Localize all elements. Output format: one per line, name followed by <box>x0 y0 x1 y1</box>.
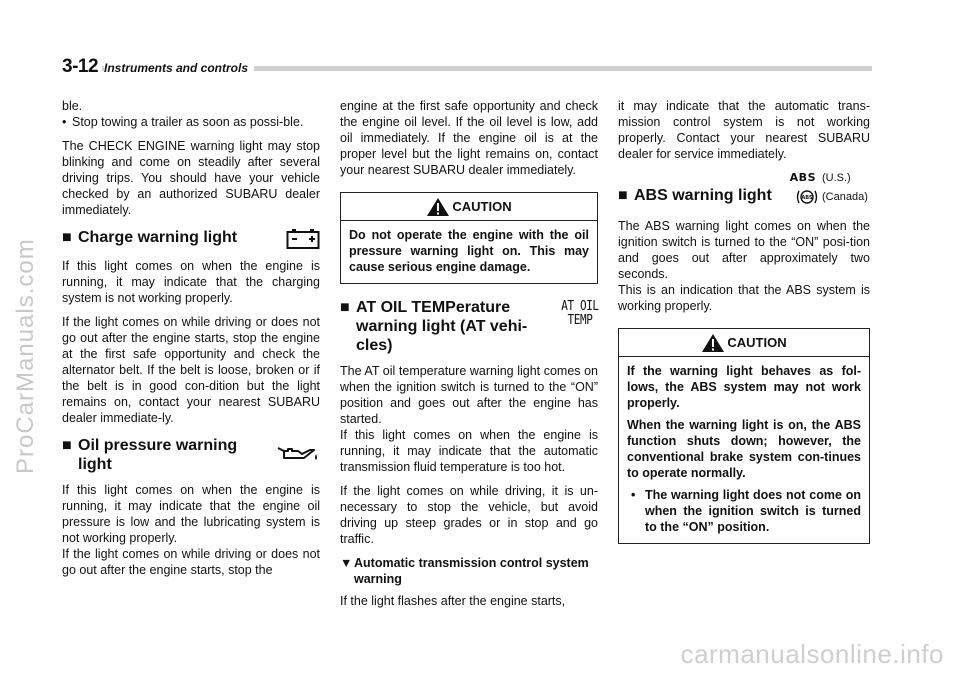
abs-paragraph-1: The ABS warning light comes on when the ignition switch is turned to the “ON” posi-tion and goes out after approximately two seconds. <box>618 219 870 281</box>
at-oil-title: AT OIL TEMPerature warning light (AT vehi-cles) <box>356 299 528 354</box>
at-oil-temp-icon <box>561 300 598 328</box>
continued-text: engine at the first safe opportunity and check the engine oil level. If the oil level is low, add oil immediately. If the engine oil is at the proper level but the light remains on, contact your nearest SUBARU dealer immediately. <box>340 99 598 177</box>
caution-text: Do not operate the engine with the oil pressure warning light on. This may cause serious engine damage. <box>349 228 589 274</box>
check-engine-paragraph: The CHECK ENGINE warning light may stop blinking and come on steadily after several driving trips. You should have your vehicle checked by an authorized SUBARU dealer immediately. <box>62 139 320 217</box>
column-2 <box>340 98 598 617</box>
side-watermark: ProCarManuals.com <box>12 238 39 474</box>
column-1 <box>62 98 320 586</box>
charge-title: Charge warning light <box>78 229 238 246</box>
caution-box <box>340 192 598 284</box>
oil-heading <box>62 436 320 474</box>
bottom-watermark: carmanualsonline.info <box>680 639 944 669</box>
at-paragraph-3: If the light comes on while driving, it is un-necessary to stop the vehicle, but avoid driving up steep grades or in stop and go traffic. <box>340 484 598 546</box>
page-header <box>62 56 872 76</box>
warning-triangle-icon <box>426 197 450 217</box>
charge-paragraph-1: If this light comes on when the engine is running, it may indicate that the charging system is not working properly. <box>62 259 320 305</box>
bullet-dot: • <box>631 488 636 502</box>
oil-can-icon <box>274 442 320 466</box>
abs-circle-icon <box>796 188 818 206</box>
oil-paragraph-2: If the light comes on while driving or does not go out after the engine starts, stop the <box>62 547 320 577</box>
section-title: Instruments and controls <box>104 61 254 75</box>
charge-heading <box>62 228 320 250</box>
caution-label: CAUTION <box>452 198 512 214</box>
subheading <box>340 555 598 587</box>
warning-triangle-icon <box>701 333 725 353</box>
caution-paragraph-2: When the warning light is on, the ABS function shuts down; however, the conventional brake system con-tinues to operate normally. <box>627 418 861 480</box>
at-paragraph-1: The AT oil temperature warning light comes on when the ignition switch is turned to the “ON” position and goes out after the engine has started. <box>340 364 598 426</box>
square-bullet-icon: ■ <box>62 229 72 246</box>
continued-text: it may indicate that the automatic trans-mission control system is not working properly. Contact your nearest SUBARU dealer for service immediately. <box>618 99 870 161</box>
abs-paragraph-2: This is an indication that the ABS system is working properly. <box>618 283 870 313</box>
abs-us-legend <box>790 170 870 186</box>
square-bullet-icon: ■ <box>618 187 628 204</box>
caution-bullet-text: The warning light does not come on when the ignition switch is turned to the “ON” position. <box>645 488 861 534</box>
oil-title: Oil pressure warning light <box>78 437 238 473</box>
column-3 <box>618 98 870 556</box>
page-number: 3-12 <box>62 56 102 78</box>
at-oil-icon-line2: TEMP <box>567 313 593 328</box>
caution-label: CAUTION <box>727 334 787 350</box>
abs-heading-block <box>618 170 870 218</box>
caution-header <box>619 329 869 357</box>
bullet-dot: • <box>62 115 67 129</box>
continued-text: ble. <box>62 99 83 113</box>
charge-paragraph-2: If the light comes on while driving or does not go out after the engine starts, stop the engine at the first safe opportunity and check the alternator belt. If the belt is loose, broken or if the belt is in good con-dition but the light remains on, contact your nearest SUBARU dealer immediate-ly. <box>62 315 320 425</box>
triangle-down-icon: ▼ <box>340 556 353 570</box>
subheading-text: Automatic transmission control system warning <box>354 556 589 586</box>
abs-heading <box>618 186 772 205</box>
at-paragraph-2: If this light comes on when the engine is running, it may indicate that the automatic transmission fluid temperature is too hot. <box>340 428 598 474</box>
abs-title: ABS warning light <box>634 187 772 204</box>
square-bullet-icon: ■ <box>340 299 350 316</box>
abs-caution-box <box>618 328 870 544</box>
battery-icon <box>286 228 320 250</box>
abs-us-label: (U.S.) <box>822 172 851 184</box>
caution-bullet <box>627 487 861 535</box>
abs-canada-label: (Canada) <box>822 191 868 203</box>
caution-header <box>341 193 597 221</box>
square-bullet-icon: ■ <box>62 437 72 454</box>
svg-text:ABS: ABS <box>801 195 813 201</box>
at-oil-heading <box>340 298 598 355</box>
sub-paragraph: If the light flashes after the engine starts, <box>340 594 566 608</box>
oil-paragraph-1: If this light comes on when the engine is running, it may indicate that the engine oil pressure is low and the lubricating system is not working properly. <box>62 483 320 545</box>
abs-canada-legend <box>796 188 870 206</box>
abs-text-icon: ABS <box>789 171 816 184</box>
bullet-text: Stop towing a trailer as soon as possi-ble. <box>72 115 304 129</box>
caution-paragraph-1: If the warning light behaves as fol-lows, the ABS system may not work properly. <box>627 364 861 410</box>
at-oil-icon-line1: AT OIL <box>561 299 599 314</box>
bullet-item <box>62 114 320 130</box>
